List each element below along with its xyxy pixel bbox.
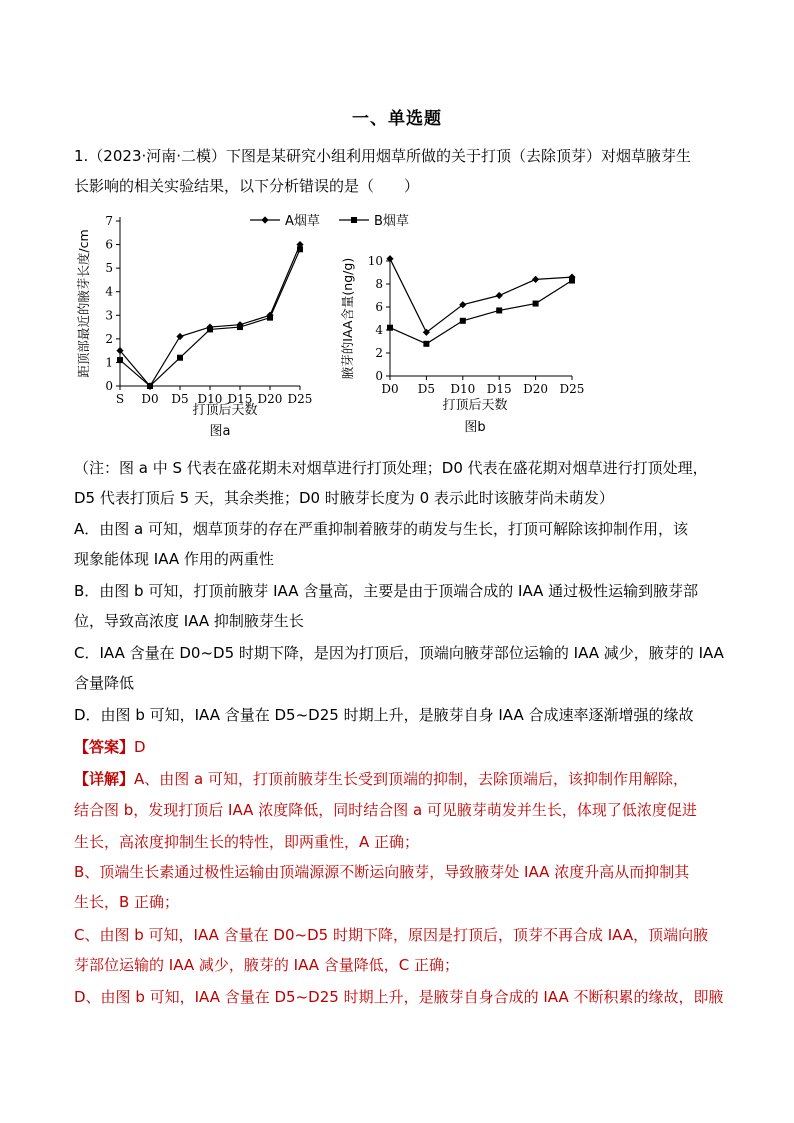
fig-a-y-tick-label: 5 xyxy=(105,261,113,276)
explanation-line-2: 结合图 b，发现打顶后 IAA 浓度降低，同时结合图 a 可见腋芽萌发并生长，体现了低浓度促进 xyxy=(74,801,697,819)
fig-a-caption: 图a xyxy=(209,424,231,439)
fig-b-point-b xyxy=(533,301,539,307)
fig-a-point-b xyxy=(177,355,183,361)
fig-a-x-tick-label: D0 xyxy=(141,392,159,406)
fig-b-x-tick-label: D0 xyxy=(381,382,399,396)
fig-a-point-b xyxy=(297,246,303,252)
answer-value: D xyxy=(134,738,146,756)
option-a-line-2: 现象能体现 IAA 作用的两重性 xyxy=(74,550,274,568)
fig-b-x-tick-label: D25 xyxy=(559,382,585,396)
fig-a-x-tick-label: D20 xyxy=(257,392,283,406)
fig-b-y-label: 腋芽的IAA含量(ng/g) xyxy=(340,257,355,380)
fig-b-y-tick-label: 10 xyxy=(367,254,383,268)
fig-a-x-label: 打顶后天数 xyxy=(192,403,258,418)
fig-a-y-tick-label: 4 xyxy=(105,284,113,299)
fig-a-y-label: 距顶部最近的腋芽长度/cm xyxy=(76,229,91,378)
fig-b-point-b xyxy=(460,318,466,324)
fig-a-point-b xyxy=(267,315,273,321)
fig-a-point-a xyxy=(176,333,183,340)
fig-a-x-tick-label: S xyxy=(115,392,125,406)
fig-a-x-tick-label: D25 xyxy=(287,392,313,406)
explanation-line-8: D、由图 b 可知，IAA 含量在 D5~D25 时期上升，是腋芽自身合成的 IAA 不断积累的缘故，即腋 xyxy=(74,988,724,1006)
option-c-line-1: C．IAA 含量在 D0~D5 时期下降，是因为打顶后，顶端向腋芽部位运输的 IAA 减少，腋芽的 IAA xyxy=(74,644,724,662)
fig-b-y-tick-label: 0 xyxy=(375,369,383,383)
fig-b-point-a xyxy=(496,292,503,299)
question-line-2: 长影响的相关实验结果，以下分析错误的是（ ） xyxy=(74,177,420,195)
legend-label-b: B烟草 xyxy=(374,214,409,229)
fig-b-x-label: 打顶后天数 xyxy=(442,398,508,413)
fig-a-y-tick-label: 7 xyxy=(105,214,113,228)
explanation-line-5: 生长，B 正确； xyxy=(74,893,180,911)
fig-a-point-b xyxy=(207,326,213,332)
fig-a-x-tick-label: D10 xyxy=(197,392,223,406)
answer-label: 【答案】 xyxy=(74,738,135,756)
option-b-line-1: B．由图 b 可知，打顶前腋芽 IAA 含量高，主要是由于顶端合成的 IAA 通过极性运输到腋芽部 xyxy=(74,582,699,600)
fig-b-point-b xyxy=(496,307,502,313)
explanation-line-4: B、顶端生长素通过极性运输由顶端源源不断运向腋芽，导致腋芽处 IAA 浓度升高从而抑制其 xyxy=(74,863,690,881)
option-b-line-2: 位，导致高浓度 IAA 抑制腋芽生长 xyxy=(74,612,304,630)
fig-b-y-tick-label: 4 xyxy=(375,323,383,337)
fig-b-x-tick-label: D5 xyxy=(417,382,436,396)
note-line-2: D5 代表打顶后 5 天，其余类推；D0 时腋芽长度为 0 表示此时该腋芽尚未萌发） xyxy=(74,489,614,507)
fig-b-x-tick-label: D10 xyxy=(450,382,476,396)
fig-a-x-tick-label: D5 xyxy=(171,392,189,406)
fig-a-x-tick-label: D15 xyxy=(227,392,253,406)
fig-b-caption: 图b xyxy=(464,420,486,435)
fig-a-y-tick-label: 0 xyxy=(105,379,113,393)
explanation-line-1 xyxy=(74,769,688,789)
fig-b-point-b xyxy=(387,325,393,331)
fig-b-y-tick-label: 6 xyxy=(375,300,383,314)
fig-b-series-line-a xyxy=(390,259,572,333)
fig-b-point-b xyxy=(569,278,575,284)
question-line-1: 1.（2023·河南·二模）下图是某研究小组利用烟草所做的关于打顶（去除顶芽）对烟草腋芽生 xyxy=(74,147,692,165)
explanation-label: 【详解】 xyxy=(74,770,135,788)
fig-b-y-tick-label: 2 xyxy=(375,346,383,360)
fig-b-point-a xyxy=(532,276,539,283)
fig-a-point-b xyxy=(117,357,123,363)
fig-a-y-tick-label: 1 xyxy=(105,355,113,370)
section-title: 一、单选题 xyxy=(352,109,442,129)
fig-a-y-tick-label: 2 xyxy=(105,331,113,346)
fig-b-series-line-b xyxy=(390,281,572,344)
legend-marker-b xyxy=(351,217,357,223)
explanation-text-1: A、由图 a 可知，打顶前腋芽生长受到顶端的抑制，去除顶端后，该抑制作用解除， xyxy=(134,770,689,788)
fig-b-x-tick-label: D15 xyxy=(486,382,512,396)
fig-a-point-b xyxy=(147,383,153,389)
explanation-line-3: 生长，高浓度抑制生长的特性，即两重性，A 正确； xyxy=(74,833,420,851)
fig-b-point-b xyxy=(423,341,429,347)
answer-line xyxy=(74,737,146,757)
explanation-line-7: 芽部位运输的 IAA 减少，腋芽的 IAA 含量降低，C 正确； xyxy=(74,956,460,974)
figure-area xyxy=(0,205,794,465)
fig-a-point-b xyxy=(237,324,243,330)
fig-b-x-tick-label: D20 xyxy=(523,382,549,396)
option-a-line-1: A．由图 a 可知，烟草顶芽的存在严重抑制着腋芽的萌发与生长，打顶可解除该抑制作用，该 xyxy=(74,520,688,538)
explanation-line-6: C、由图 b 可知，IAA 含量在 D0~D5 时期下降，原因是打顶后，顶芽不再合成 IAA，顶端向腋 xyxy=(74,926,709,944)
note-line-1: （注：图 a 中 S 代表在盛花期未对烟草进行打顶处理；D0 代表在盛花期对烟草进行打顶处理， xyxy=(74,459,708,477)
option-d-line-1: D．由图 b 可知，IAA 含量在 D5~D25 时期上升，是腋芽自身 IAA 合成速率逐渐增强的缘故 xyxy=(74,706,694,724)
legend-marker-a xyxy=(261,216,268,223)
fig-a-y-tick-label: 3 xyxy=(105,308,113,323)
fig-b-y-tick-label: 8 xyxy=(375,277,383,291)
option-c-line-2: 含量降低 xyxy=(74,674,135,692)
legend-label-a: A烟草 xyxy=(285,214,320,229)
fig-a-y-tick-label: 6 xyxy=(105,237,113,252)
